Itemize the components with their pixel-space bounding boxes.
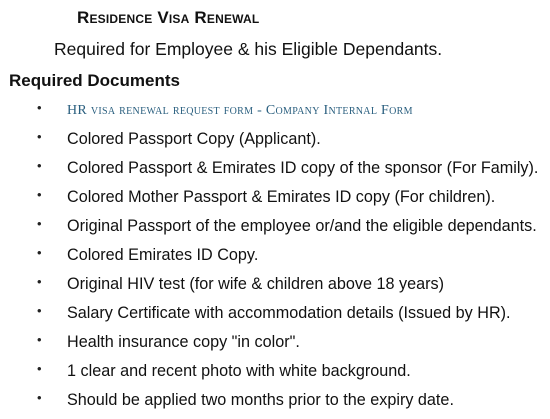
list-item (0, 154, 550, 183)
list-item-text: Original Passport of the employee or/and the eligible dependants. (67, 217, 537, 235)
list-item (0, 270, 550, 299)
list-item (0, 357, 550, 386)
bullet-icon: • (37, 390, 42, 405)
list-item-text: 1 clear and recent photo with white background. (67, 362, 411, 380)
list-item-text: Colored Passport Copy (Applicant). (67, 130, 321, 148)
list-item (0, 212, 550, 241)
list-item (0, 386, 550, 415)
list-item-text: Colored Mother Passport & Emirates ID copy (For children). (67, 188, 496, 206)
bullet-icon: • (37, 187, 42, 202)
document-subtitle: Required for Employee & his Eligible Dependants. (54, 39, 443, 59)
bullet-icon: • (37, 158, 42, 173)
document-title: Residence Visa Renewal (77, 8, 260, 27)
bullet-icon: • (37, 303, 42, 318)
list-item-text: Colored Emirates ID Copy. (67, 246, 259, 264)
bullet-icon: • (37, 129, 42, 144)
list-item-text: Should be applied two months prior to the expiry date. (67, 391, 454, 409)
required-documents-list (0, 96, 550, 415)
bullet-icon: • (37, 332, 42, 347)
list-item (0, 299, 550, 328)
hr-form-link[interactable]: HR visa renewal request form - Company Internal Form (67, 103, 413, 118)
list-item-text: Health insurance copy "in color". (67, 333, 300, 351)
list-item (0, 328, 550, 357)
bullet-icon: • (37, 100, 42, 115)
list-item-text: Original HIV test (for wife & children above 18 years) (67, 275, 444, 293)
bullet-icon: • (37, 216, 42, 231)
bullet-icon: • (37, 245, 42, 260)
bullet-icon: • (37, 361, 42, 376)
list-item (0, 241, 550, 270)
list-item-text: Colored Passport & Emirates ID copy of the sponsor (For Family). (67, 159, 539, 177)
list-item (0, 96, 550, 125)
bullet-icon: • (37, 274, 42, 289)
list-item (0, 183, 550, 212)
list-item (0, 125, 550, 154)
required-documents-heading: Required Documents (9, 71, 180, 90)
list-item-text: Salary Certificate with accommodation details (Issued by HR). (67, 304, 511, 322)
